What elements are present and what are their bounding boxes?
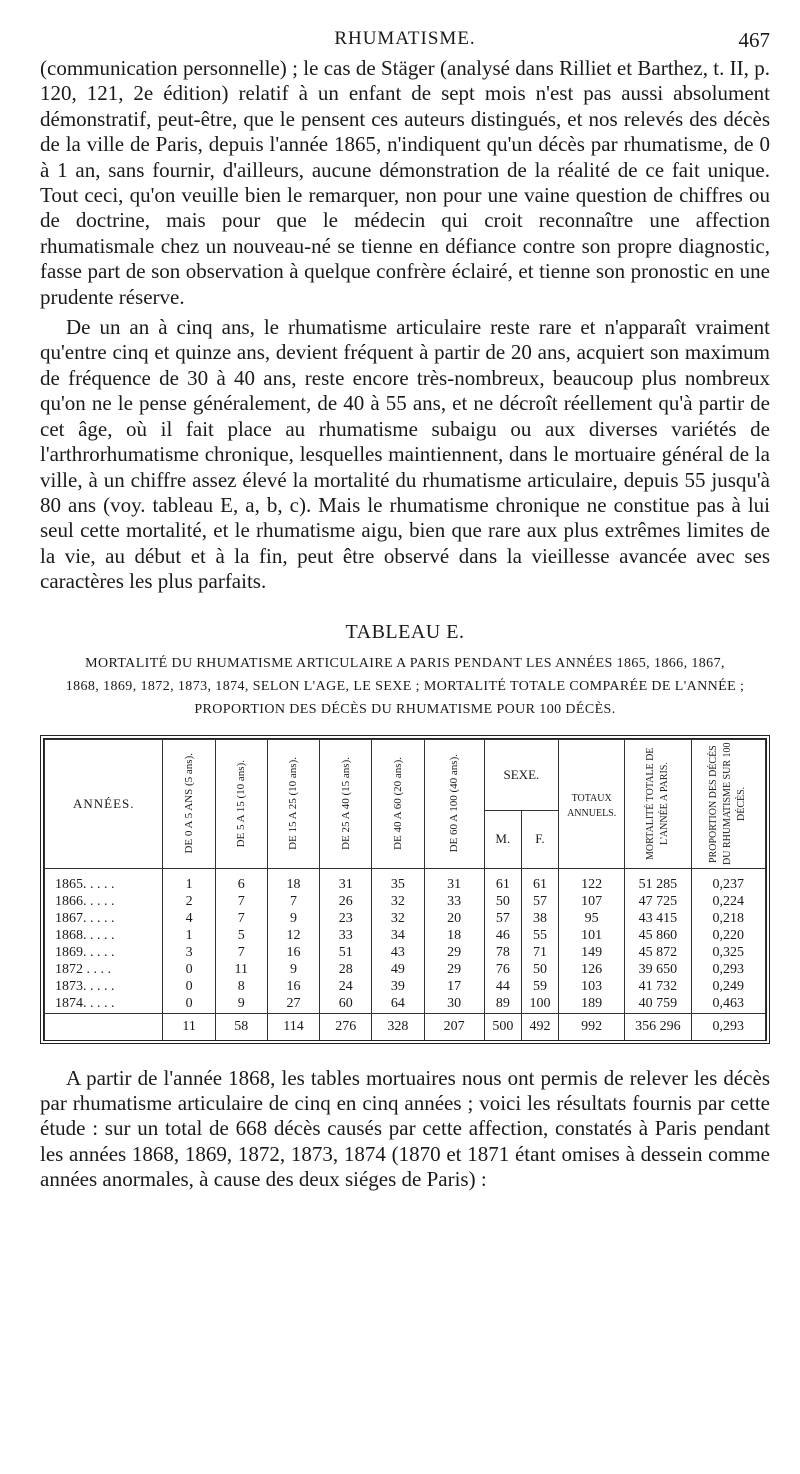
table-cell: 24 <box>320 979 372 996</box>
mortality-table <box>44 739 766 1040</box>
table-cell: 71 <box>521 945 558 962</box>
table-cell: 9 <box>267 911 319 928</box>
table-cell: 11 <box>215 962 267 979</box>
table-cell: 78 <box>484 945 521 962</box>
table-cell: 0,293 <box>691 962 765 979</box>
table-cell: 50 <box>484 894 521 911</box>
table-cell: 126 <box>559 962 625 979</box>
total-cell: 356 296 <box>625 1013 691 1040</box>
table-cell: 23 <box>320 911 372 928</box>
table-cell: 55 <box>521 928 558 945</box>
year-cell: 1869. . . . . <box>45 945 163 962</box>
table-cell: 122 <box>559 868 625 894</box>
table-cell: 64 <box>372 996 424 1014</box>
year-cell: 1873. . . . . <box>45 979 163 996</box>
page-title: RHUMATISME. <box>334 28 476 49</box>
table-cell: 39 <box>372 979 424 996</box>
header-m: M. <box>484 811 521 868</box>
total-cell: 500 <box>484 1013 521 1040</box>
table-row <box>45 962 766 979</box>
mortality-table-frame <box>40 735 770 1044</box>
total-cell: 0,293 <box>691 1013 765 1040</box>
table-cell: 16 <box>267 979 319 996</box>
header-f: F. <box>521 811 558 868</box>
totals-row <box>45 1013 766 1040</box>
table-cell: 29 <box>424 962 484 979</box>
table-cell: 7 <box>267 894 319 911</box>
table-cell: 38 <box>521 911 558 928</box>
table-header-row <box>45 739 766 811</box>
total-cell: 492 <box>521 1013 558 1040</box>
table-cell: 20 <box>424 911 484 928</box>
table-cell: 9 <box>267 962 319 979</box>
table-cell: 1 <box>163 928 215 945</box>
table-cell: 46 <box>484 928 521 945</box>
table-cell: 5 <box>215 928 267 945</box>
table-cell: 12 <box>267 928 319 945</box>
total-cell <box>45 1013 163 1040</box>
header-mortalite: MORTALITÉ TOTALE DE L'ANNÉE A PARIS. <box>625 739 691 868</box>
table-cell: 61 <box>484 868 521 894</box>
table-row <box>45 996 766 1014</box>
table-cell: 44 <box>484 979 521 996</box>
table-cell: 51 <box>320 945 372 962</box>
table-row <box>45 894 766 911</box>
table-cell: 6 <box>215 868 267 894</box>
header-annees: ANNÉES. <box>45 739 163 868</box>
total-cell: 992 <box>559 1013 625 1040</box>
table-cell: 34 <box>372 928 424 945</box>
total-cell: 276 <box>320 1013 372 1040</box>
table-cell: 9 <box>215 996 267 1014</box>
total-cell: 114 <box>267 1013 319 1040</box>
year-cell: 1867. . . . . <box>45 911 163 928</box>
table-cell: 32 <box>372 894 424 911</box>
table-cell: 76 <box>484 962 521 979</box>
table-cell: 2 <box>163 894 215 911</box>
caption-line: 1868, 1869, 1872, 1873, 1874, SELON L'AGE, LE SEXE ; MORTALITÉ TOTALE COMPARÉE DE L'ANNÉE ; <box>65 678 745 694</box>
table-cell: 4 <box>163 911 215 928</box>
table-cell: 30 <box>424 996 484 1014</box>
running-head <box>40 28 770 56</box>
table-cell: 100 <box>521 996 558 1014</box>
header-age-25-40: DE 25 A 40 (15 ans). <box>320 739 372 868</box>
table-cell: 27 <box>267 996 319 1014</box>
table-cell: 18 <box>267 868 319 894</box>
total-cell: 58 <box>215 1013 267 1040</box>
table-cell: 8 <box>215 979 267 996</box>
table-cell: 17 <box>424 979 484 996</box>
header-sexe: SEXE. <box>484 739 558 811</box>
body-paragraph-2: De un an à cinq ans, le rhumatisme articulaire reste rare et n'apparaît vraiment qu'entre cinq et quinze ans, devient fréquent à partir de 20 ans, acquiert son maximum de fréquence de 30 à 40 ans, reste encore très-nombreux, beaucoup plus nombreux qu'on ne le pense généralement, de 40 à 55 ans, et ne décroît réellement qu'à partir de cet âge, où il fait place au rhumatisme subaigu ou aux diverses variétés de l'arthrorhumatisme chronique, lesquelles maintiennent, dans le mortuaire général de la ville, à un chiffre assez élevé la mortalité du rhumatisme articulaire, depuis 55 jusqu'à 80 ans (voy. tableau E, a, b, c). Mais le rhumatisme chronique ne constitue pas à lui seul cette mortalité, et le rhumatisme aigu, bien que rare aux plus extrêmes limites de la vie, au début et à la fin, peut être observé dans la vieillesse avancée avec ses caractères les plus parfaits. <box>40 315 770 594</box>
table-cell: 18 <box>424 928 484 945</box>
header-totaux: TOTAUX ANNUELS. <box>559 739 625 868</box>
table-cell: 31 <box>424 868 484 894</box>
table-cell: 0,325 <box>691 945 765 962</box>
table-cell: 26 <box>320 894 372 911</box>
table-cell: 89 <box>484 996 521 1014</box>
table-cell: 29 <box>424 945 484 962</box>
table-cell: 57 <box>521 894 558 911</box>
caption-line: MORTALITÉ DU RHUMATISME ARTICULAIRE A PARIS PENDANT LES ANNÉES 1865, 1866, 1867, <box>85 655 725 671</box>
table-cell: 49 <box>372 962 424 979</box>
year-cell: 1866. . . . . <box>45 894 163 911</box>
table-cell: 45 860 <box>625 928 691 945</box>
table-cell: 3 <box>163 945 215 962</box>
year-cell: 1872 . . . . <box>45 962 163 979</box>
table-cell: 7 <box>215 945 267 962</box>
page-number: 467 <box>738 28 770 52</box>
header-age-0-5: DE 0 A 5 ANS (5 ans). <box>163 739 215 868</box>
table-cell: 0,249 <box>691 979 765 996</box>
table-row <box>45 945 766 962</box>
table-cell: 40 759 <box>625 996 691 1014</box>
table-row <box>45 979 766 996</box>
table-cell: 43 415 <box>625 911 691 928</box>
table-cell: 61 <box>521 868 558 894</box>
table-cell: 41 732 <box>625 979 691 996</box>
year-cell: 1865. . . . . <box>45 868 163 894</box>
table-cell: 45 872 <box>625 945 691 962</box>
table-cell: 0,463 <box>691 996 765 1014</box>
table-cell: 101 <box>559 928 625 945</box>
header-age-15-25: DE 15 A 25 (10 ans). <box>267 739 319 868</box>
table-cell: 7 <box>215 894 267 911</box>
table-body <box>45 868 766 1040</box>
table-cell: 103 <box>559 979 625 996</box>
header-age-40-60: DE 40 A 60 (20 ans). <box>372 739 424 868</box>
table-cell: 39 650 <box>625 962 691 979</box>
table-cell: 59 <box>521 979 558 996</box>
year-cell: 1868. . . . . <box>45 928 163 945</box>
table-row <box>45 868 766 894</box>
table-cell: 7 <box>215 911 267 928</box>
table-cell: 33 <box>320 928 372 945</box>
table-cell: 1 <box>163 868 215 894</box>
table-cell: 0 <box>163 996 215 1014</box>
table-cell: 0,220 <box>691 928 765 945</box>
table-row <box>45 928 766 945</box>
table-cell: 16 <box>267 945 319 962</box>
table-cell: 60 <box>320 996 372 1014</box>
closing-paragraph: A partir de l'année 1868, les tables mortuaires nous ont permis de relever les décès par rhumatisme articulaire de cinq en cinq années ; voici les résultats fournis par cette étude : sur un total de 668 décès causés par cette affection, constatés à Paris pendant les années 1868, 1869, 1872, 1873, 1874 (1870 et 1871 étant omises à dessein comme années anormales, à cause des deux siéges de Paris) : <box>40 1065 770 1192</box>
header-age-60-100: DE 60 A 100 (40 ans). <box>424 739 484 868</box>
table-cell: 33 <box>424 894 484 911</box>
table-cell: 95 <box>559 911 625 928</box>
table-cell: 50 <box>521 962 558 979</box>
table-cell: 189 <box>559 996 625 1014</box>
table-cell: 47 725 <box>625 894 691 911</box>
header-age-5-15: DE 5 A 15 (10 ans). <box>215 739 267 868</box>
table-cell: 31 <box>320 868 372 894</box>
header-proportion: PROPORTION DES DÉCÈS DU RHUMATISME SUR 100 DÉCÈS. <box>691 739 765 868</box>
table-cell: 57 <box>484 911 521 928</box>
table-cell: 0 <box>163 979 215 996</box>
table-cell: 28 <box>320 962 372 979</box>
total-cell: 207 <box>424 1013 484 1040</box>
table-cell: 0,224 <box>691 894 765 911</box>
table-cell: 149 <box>559 945 625 962</box>
table-cell: 0,237 <box>691 868 765 894</box>
year-cell: 1874. . . . . <box>45 996 163 1014</box>
table-cell: 32 <box>372 911 424 928</box>
table-row <box>45 911 766 928</box>
caption-line: PROPORTION DES DÉCÈS DU RHUMATISME POUR 100 DÉCÈS. <box>194 701 616 717</box>
table-cell: 107 <box>559 894 625 911</box>
table-cell: 43 <box>372 945 424 962</box>
table-cell: 35 <box>372 868 424 894</box>
total-cell: 328 <box>372 1013 424 1040</box>
table-cell: 0,218 <box>691 911 765 928</box>
table-cell: 51 285 <box>625 868 691 894</box>
table-cell: 0 <box>163 962 215 979</box>
table-caption <box>40 652 770 721</box>
table-title: TABLEAU E. <box>345 620 465 643</box>
page <box>40 28 770 1193</box>
total-cell: 11 <box>163 1013 215 1040</box>
body-paragraph-1: (communication personnelle) ; le cas de Stäger (analysé dans Rilliet et Barthez, t. II, p. 120, 121, 2e édition) relatif à un enfant de sept mois n'est pas aussi absolument démonstratif, peut-être, que le pensent ces auteurs distingués, et nos relevés des décès de la ville de Paris, depuis l'année 1865, n'indiquent qu'un décès par rhumatisme, de 0 à 1 an, sans fournir, d'ailleurs, aucune démonstration de la réalité de ce fait unique. Tout ceci, qu'on veuille bien le remarquer, non pour une vaine question de chiffres ou de doctrine, mais pour que le médecin qui croit reconnaître une affection rhumatismale chez un nouveau-né se tienne en défiance contre son propre diagnostic, fasse part de son observation à quelque confrère éclairé, et tienne son pronostic en une prudente réserve. <box>40 56 770 309</box>
